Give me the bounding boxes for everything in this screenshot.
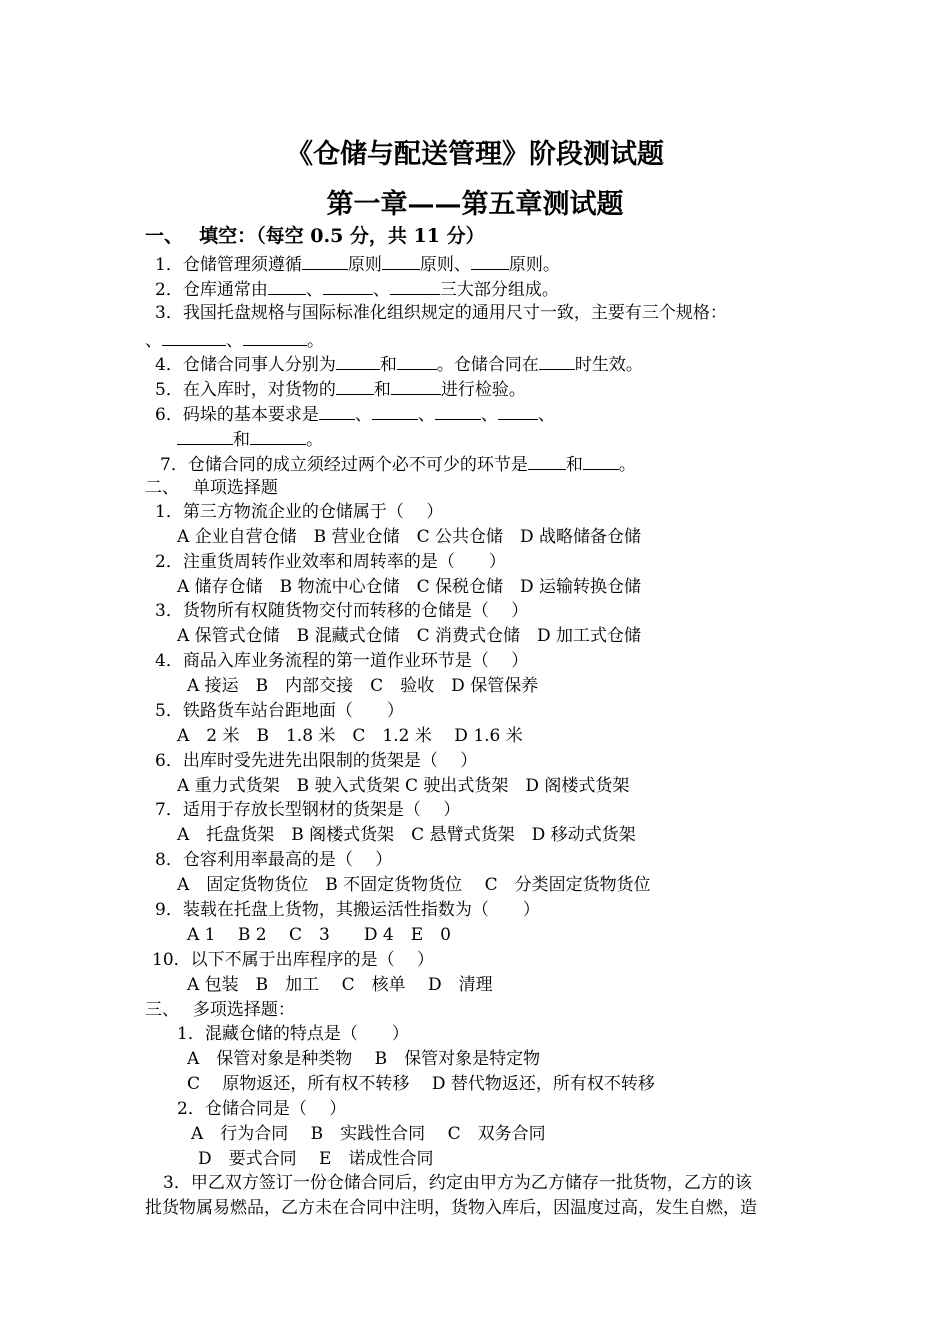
answer-blank bbox=[323, 277, 373, 295]
choice-options: A 固定货物货位 B 不固定货物货位 C 分类固定货物货位 bbox=[177, 875, 651, 895]
answer-blank bbox=[177, 427, 233, 445]
answer-blank bbox=[390, 277, 440, 295]
choice-question: 3．货物所有权随货物交付而转移的仓储是（ ） bbox=[155, 601, 529, 621]
choice-question: 8．仓容利用率最高的是（ ） bbox=[155, 850, 393, 870]
multi-options: A 保管对象是种类物 B 保管对象是特定物 bbox=[187, 1049, 541, 1069]
choice-question: 6．出库时受先进先出限制的货架是（ ） bbox=[155, 751, 478, 771]
choice-options: A 托盘货架 B 阁楼式货架 C 悬臂式货架 D 移动式货架 bbox=[177, 825, 636, 845]
answer-blank bbox=[336, 377, 374, 395]
answer-blank bbox=[391, 377, 441, 395]
answer-blank bbox=[319, 402, 355, 420]
multi-question-paragraph: 3．甲乙双方签订一份仓储合同后，约定由甲方为乙方储存一批货物，乙方的该 bbox=[163, 1173, 752, 1193]
fill-question-1: 1．仓储管理须遵循 原则 原则、 原则。 bbox=[155, 252, 560, 276]
choice-options: A 保管式仓储 B 混藏式仓储 C 消费式仓储 D 加工式仓储 bbox=[177, 626, 642, 646]
fill-question-6-cont: 和 。 bbox=[177, 427, 323, 451]
answer-blank bbox=[539, 352, 575, 370]
answer-blank bbox=[250, 427, 306, 445]
choice-question: 9．装载在托盘上货物，其搬运活性指数为（ ） bbox=[155, 900, 540, 920]
fill-question-7: 7．仓储合同的成立须经过两个必不可少的环节是 和 。 bbox=[160, 452, 636, 476]
answer-blank bbox=[528, 452, 566, 470]
multi-question: 1．混藏仓储的特点是（ ） bbox=[177, 1024, 409, 1044]
choice-options: A 企业自营仓储 B 营业仓储 C 公共仓储 D 战略储备仓储 bbox=[177, 527, 642, 547]
answer-blank bbox=[498, 402, 538, 420]
multi-options: D 要式合同 E 诺成性合同 bbox=[198, 1149, 434, 1169]
fill-question-3-cont: 、 、 。 bbox=[145, 328, 324, 352]
choice-options: A 储存仓储 B 物流中心仓储 C 保税仓储 D 运输转换仓储 bbox=[177, 577, 642, 597]
choice-options: A 1 B 2 C 3 D 4 E 0 bbox=[187, 925, 451, 945]
fill-question-6: 6．码垛的基本要求是 、 、 、 、 bbox=[155, 402, 555, 426]
choice-question: 7．适用于存放长型钢材的货架是（ ） bbox=[155, 800, 461, 820]
answer-blank bbox=[302, 252, 348, 270]
choice-question: 4．商品入库业务流程的第一道作业环节是（ ） bbox=[155, 651, 529, 671]
choice-question: 5．铁路货车站台距地面（ ） bbox=[155, 701, 404, 721]
answer-blank bbox=[397, 352, 437, 370]
choice-question: 2．注重货周转作业效率和周转率的是（ ） bbox=[155, 552, 506, 572]
answer-blank bbox=[372, 402, 418, 420]
answer-blank bbox=[435, 402, 481, 420]
document-title: 《仓储与配送管理》阶段测试题 bbox=[286, 139, 664, 170]
choice-options: A 重力式货架 B 驶入式货架 C 驶出式货架 D 阁楼式货架 bbox=[177, 776, 630, 796]
answer-blank bbox=[382, 252, 420, 270]
answer-blank bbox=[268, 277, 306, 295]
multi-question-paragraph: 批货物属易燃品，乙方未在合同中注明，货物入库后，因温度过高，发生自燃，造 bbox=[145, 1198, 757, 1218]
section2-header: 二、 单项选择题 bbox=[145, 478, 278, 498]
choice-options: A 包装 B 加工 C 核单 D 清理 bbox=[187, 975, 493, 995]
answer-blank bbox=[162, 328, 226, 346]
answer-blank bbox=[583, 452, 619, 470]
section1-header: 一、 填空：（每空 0.5 分，共 11 分） bbox=[145, 225, 485, 247]
fill-question-2: 2．仓库通常由 、 、 三大部分组成。 bbox=[155, 277, 559, 301]
section3-header: 三、 多项选择题： bbox=[145, 1000, 295, 1020]
answer-blank bbox=[471, 252, 509, 270]
choice-question: 1．第三方物流企业的仓储属于（ ） bbox=[155, 502, 444, 522]
answer-blank bbox=[243, 328, 307, 346]
fill-question-5: 5．在入库时，对货物的 和 进行检验。 bbox=[155, 377, 526, 401]
multi-options: C 原物返还，所有权不转移 D 替代物返还，所有权不转移 bbox=[187, 1074, 655, 1094]
choice-question: 10．以下不属于出库程序的是（ ） bbox=[152, 950, 435, 970]
document-subtitle: 第一章——第五章测试题 bbox=[326, 189, 624, 220]
choice-options: A 接运 B 内部交接 C 验收 D 保管保养 bbox=[187, 676, 539, 696]
answer-blank bbox=[336, 352, 380, 370]
fill-question-4: 4．仓储合同事人分别为 和 。仓储合同在 时生效。 bbox=[155, 352, 643, 376]
multi-question: 2．仓储合同是（ ） bbox=[177, 1099, 347, 1119]
multi-options: A 行为合同 B 实践性合同 C 双务合同 bbox=[191, 1124, 546, 1144]
choice-options: A 2 米 B 1.8 米 C 1.2 米 D 1.6 米 bbox=[177, 726, 523, 746]
fill-question-3: 3．我国托盘规格与国际标准化组织规定的通用尺寸一致，主要有三个规格： bbox=[155, 303, 727, 323]
